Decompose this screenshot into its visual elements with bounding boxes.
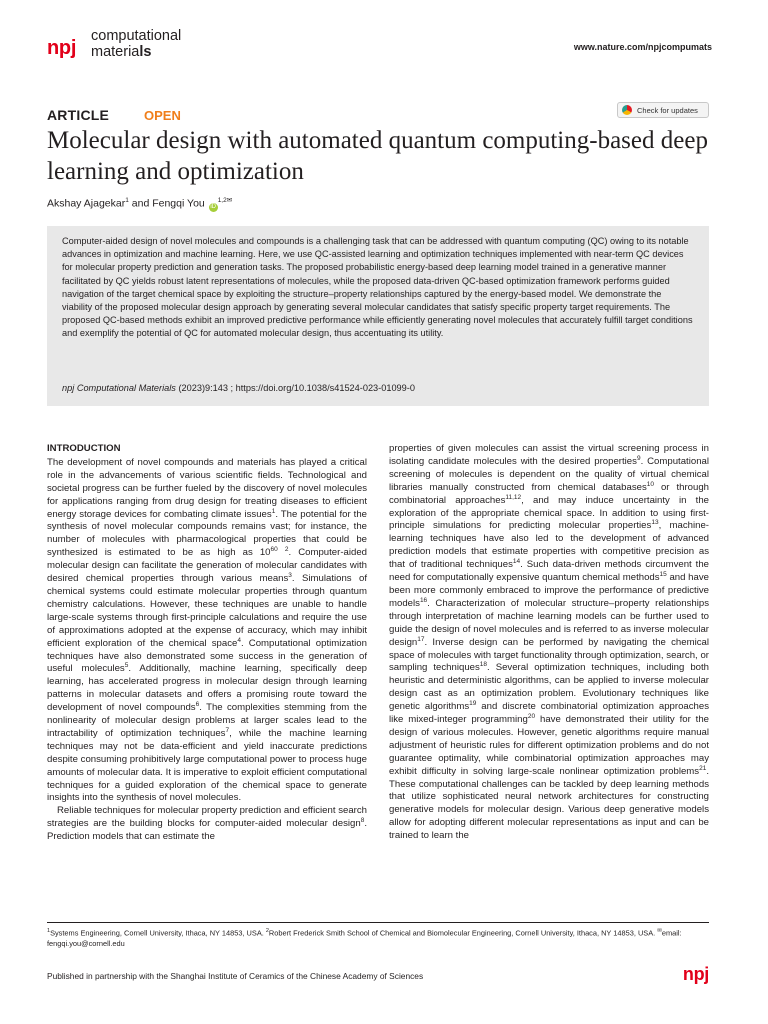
body-paragraph: Reliable techniques for molecular property prediction and efficient search strategies are the building blocks for computer-aided molecular design$^8$. Prediction models that can estimate the bbox=[47, 805, 367, 843]
body-column-right bbox=[389, 443, 709, 843]
reference-link[interactable]: 17 bbox=[417, 635, 425, 643]
journal-logo[interactable]: npj bbox=[47, 37, 77, 59]
citation-journal: npj Computational Materials bbox=[62, 383, 176, 393]
reference-link[interactable]: 2 bbox=[284, 546, 289, 554]
reference-link[interactable]: 3 bbox=[288, 571, 292, 579]
open-access-label: OPEN bbox=[144, 108, 181, 123]
reference-link[interactable]: 13 bbox=[651, 519, 659, 527]
envelope-icon: ✉ bbox=[657, 928, 662, 934]
journal-name bbox=[91, 28, 181, 60]
author-affiliation: 1 bbox=[125, 197, 129, 204]
journal-name-line1: computational bbox=[91, 28, 182, 44]
body-column-left bbox=[47, 443, 367, 844]
article-title: Molecular design with automated quantum computing-based deep learning and optimization bbox=[47, 127, 708, 185]
footnote-divider bbox=[47, 922, 709, 923]
corresponding-email[interactable]: email: fengqi.you@cornell.edu bbox=[47, 928, 682, 949]
journal-name-line2-regular: materia bbox=[91, 44, 140, 60]
envelope-icon[interactable]: ✉ bbox=[226, 197, 233, 204]
article-type-label: ARTICLE bbox=[47, 107, 110, 123]
section-heading-introduction: INTRODUCTION bbox=[47, 443, 121, 454]
check-for-updates-button[interactable] bbox=[617, 102, 709, 118]
reference-link[interactable]: 5 bbox=[124, 662, 129, 670]
body-paragraph: properties of given molecules can assist the virtual screening process in isolating candidate molecules with the desired properties$^9$. Computational screening of molecules is dependent on the quality of virtual chemical libraries manually constructed from chemical databases$^{10}$ or through combinatorial approaches$^{11,12}$, and may induce uncertainty in the exploration of the appropriate chemical space. In addition to using first-principle simulations for predicting molecular properties$^{13}$, machine-learning techniques have also led to the development of advanced prediction models that estimate properties with competitive precision as that of traditional techniques$^{14}$. Such data-driven methods circumvent the need for computationally expensive quantum chemical methods$^{15}$ and have been more commonly embraced to improve the performance of predictive models$^{16}$. Characterization of molecular structure–property relationships through interpretation of machine learning models can be further used to guide the design of novel molecules and is referred to as inverse molecular design$^{17}$. Inverse design can be performed by navigating the chemical space of molecules with target functionality through optimization, search, or sampling techniques$^{18}$. Several optimization techniques, including both heuristic and deterministic algorithms, can be applied to inverse molecular design cast as an optimization problem. Evolutionary techniques like genetic algorithms$^{19}$ and discrete combinatorial optimization approaches like mixed-integer programming$^{20}$ have demonstrated their utility for the design of various molecules. However, genetic algorithms require manual adjustment of heuristic rules for different optimization problems and do not guarantee optimality, while combinatorial optimization approaches may exhibit difficulty in solving large-scale nonlinear optimization problems$^{21}$. These computational challenges can be tackled by deep learning methods that utilize sophisticated neural network architectures for constructing generative models for molecular design. Various deep generative models allow for adopting different molecular representations as input and can be trained to learn the bbox=[389, 443, 709, 842]
abstract-text: Computer-aided design of novel molecules and compounds is a challenging task that can be addressed with quantum computing (QC) owing to its notable advances in optimization and machine learning. Here, we use QC-assisted learning and optimization techniques implemented with near-term QC devices for molecular property prediction and generation tasks. The proposed probabilistic energy-based deep learning model trained in a generative manner facilitated by QC yields robust latent representations of molecules, while the proposed data-driven QC-based optimization framework performs guided navigation of the target chemical space by exploiting the structure–property relationships captured by the energy-based model. We demonstrate the viability of the proposed molecular design approach by generating several molecular candidates that satisfy specific property target requirements. The proposed QC-based methods exhibit an improved predictive performance while efficiently generating novel molecules that accurately fulfill target conditions and exemplify the potential of QC for automated molecular design, thus accentuating its utility. bbox=[62, 236, 693, 339]
reference-link[interactable]: 15 bbox=[659, 570, 667, 578]
journal-url-link[interactable]: www.nature.com/npjcompumats bbox=[573, 42, 712, 52]
partnership-notice: Published in partnership with the Shanghai Institute of Ceramics of the Chinese Academy of Sciences bbox=[47, 971, 424, 981]
exponent: 60 bbox=[270, 546, 278, 554]
author-list bbox=[47, 196, 232, 212]
author-name[interactable]: Fengqi You bbox=[152, 197, 205, 210]
orcid-icon[interactable]: iD bbox=[210, 203, 217, 210]
reference-link[interactable]: 10 bbox=[646, 480, 654, 488]
reference-link[interactable]: 4 bbox=[237, 636, 241, 644]
reference-link[interactable]: 9 bbox=[636, 454, 641, 462]
author-affiliation: 1,2 bbox=[217, 197, 227, 204]
check-for-updates-label: Check for updates bbox=[637, 105, 698, 115]
journal-name-line2 bbox=[91, 44, 181, 60]
author-name[interactable]: Akshay Ajagekar bbox=[47, 197, 126, 210]
crossmark-icon bbox=[622, 105, 632, 115]
reference-link[interactable]: 11,12 bbox=[505, 493, 522, 501]
abstract-box bbox=[47, 226, 709, 406]
reference-link[interactable]: 16 bbox=[419, 596, 428, 604]
reference-link[interactable]: 7 bbox=[225, 726, 230, 734]
reference-link[interactable]: 8 bbox=[360, 817, 365, 825]
citation-line bbox=[62, 383, 415, 393]
journal-name-line2-bold: ls bbox=[139, 44, 152, 60]
affiliations-footnote: $^1$Systems Engineering, Cornell University, Ithaca, NY 14853, USA. $^2$Robert Frederick Smith School of Chemical and Biomolecular Engineering, Cornell University, Ithaca, NY 14853, USA. ✉email: fengqi.you@cornell.edu bbox=[47, 928, 682, 949]
body-paragraph: The development of novel compounds and materials has played a critical role in the advancements of various scientific fields. Technological and societal progress can be further fueled by the discovery of novel molecules for applications ranging from drug design for treating diseases to efficient energy storage devices for combating climate issues$^1$. The potential for the synthesis of novel molecular compounds remains vast; for instance, the number of molecules with pharmacological properties that could be synthesized is estimated to be as high as $10^{60}$ $^2$. Computer-aided molecular design can facilitate the generation of molecular candidates with desired chemical properties through various means$^3$. Simulations of chemical systems could estimate molecular properties through quantum chemistry calculations. However, these techniques are unable to handle large-scale systems through first-principle calculations and require the use of approximations adopted at the expense of accuracy, which may inhibit efficient exploration of the chemical space$^4$. Computational optimization techniques have also demonstrated some success in the generation of useful molecules$^5$. Additionally, machine learning, specifically deep learning, has accelerated progress in molecular design through learning patterns in molecular datasets and offers a promising route toward the development of novel compounds$^6$. The complexities stemming from the nonlinearity of molecular design problems at larger scales lead to the intractability of optimization techniques$^7$, while the machine learning techniques may not be data-efficient and yield inaccurate predictions despite consuming prohibitively large computational power to process huge amounts of molecular data. It is imperative to exploit efficient computational techniques for a guided exploration of the chemical space to generate insights into the synthesis of novel molecules. bbox=[47, 456, 367, 804]
reference-link[interactable]: 20 bbox=[527, 712, 536, 720]
reference-link[interactable]: 19 bbox=[469, 699, 477, 707]
reference-link[interactable]: 1 bbox=[271, 507, 276, 515]
reference-link[interactable]: 21 bbox=[699, 764, 707, 772]
reference-link[interactable]: 6 bbox=[195, 700, 200, 708]
reference-link[interactable]: 14 bbox=[512, 557, 521, 565]
reference-link[interactable]: 18 bbox=[479, 661, 488, 669]
footer-logo[interactable]: npj bbox=[682, 964, 709, 984]
author-conjunction: and bbox=[128, 197, 153, 210]
citation-doi[interactable]: (2023)9:143 ; https://doi.org/10.1038/s41524-023-01099-0 bbox=[175, 383, 415, 393]
